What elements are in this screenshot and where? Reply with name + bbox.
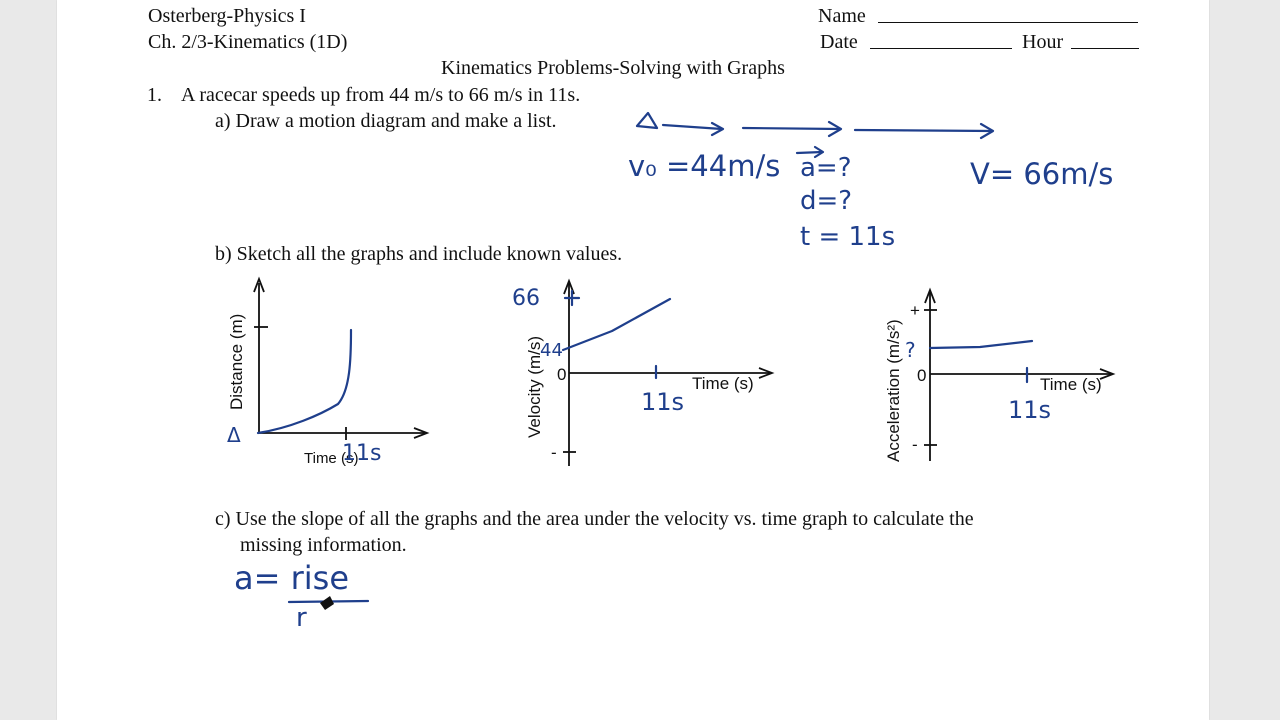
motion-arrow-1	[663, 125, 722, 129]
distance-time-graph	[227, 279, 427, 467]
velocity-line	[563, 299, 670, 350]
acceleration-plus: +	[910, 301, 920, 320]
acceleration-y-label: Acceleration (m/s²)	[884, 319, 903, 462]
hour-label: Hour	[1022, 31, 1064, 53]
acceleration-zero: 0	[917, 366, 927, 385]
part-a-prompt: a) Draw a motion diagram and make a list.	[215, 110, 557, 132]
formula-denominator: r	[296, 603, 307, 633]
acceleration-time-graph	[884, 290, 1113, 462]
velocity-66-tick	[565, 291, 579, 305]
start-marker-icon	[637, 113, 657, 128]
part-c-prompt-cont: missing information.	[240, 534, 407, 556]
distance-time-mark: 11s	[342, 441, 382, 466]
distance-origin-mark: Δ	[227, 423, 241, 447]
problem-text: A racecar speeds up from 44 m/s to 66 m/s in 11s.	[181, 84, 581, 106]
name-label: Name	[818, 5, 866, 27]
motion-arrow-3	[855, 130, 992, 131]
unit-title: Ch. 2/3-Kinematics (1D)	[148, 31, 348, 53]
date-label: Date	[820, 31, 858, 53]
acceleration-minus: -	[912, 435, 918, 454]
acceleration-time-mark: 11s	[1008, 396, 1052, 424]
distance-y-label: Distance (m)	[227, 313, 246, 410]
acceleration-x-label: Time (s)	[1040, 375, 1102, 394]
velocity-minus: -	[551, 443, 557, 462]
part-c-prompt: c) Use the slope of all the graphs and the area under the velocity vs. time graph to calculate the	[215, 508, 974, 530]
time-given-note: t = 11s	[800, 222, 896, 252]
acceleration-unknown-note: a=?	[800, 153, 852, 183]
slope-formula	[234, 559, 368, 633]
course-title: Osterberg-Physics I	[148, 5, 306, 27]
motion-diagram	[628, 113, 1113, 252]
initial-velocity-note: v₀ =44m/s	[628, 149, 781, 183]
worksheet-title: Kinematics Problems-Solving with Graphs	[441, 57, 785, 79]
acceleration-line	[930, 341, 1032, 348]
displacement-unknown-note: d=?	[800, 186, 853, 216]
distance-curve	[258, 330, 351, 433]
velocity-zero: 0	[557, 365, 567, 384]
velocity-x-label: Time (s)	[692, 374, 754, 393]
motion-arrow-2	[743, 128, 840, 129]
velocity-66-label: 66	[512, 286, 540, 311]
pen-cursor-icon	[320, 596, 334, 610]
final-velocity-note: V= 66m/s	[970, 157, 1114, 191]
velocity-y-label: Velocity (m/s)	[525, 335, 544, 438]
part-b-prompt: b) Sketch all the graphs and include known values.	[215, 243, 623, 265]
distance-axes	[259, 283, 425, 433]
distance-x-label: Time (s)	[304, 450, 359, 467]
problem-number: 1.	[147, 84, 162, 106]
acceleration-question: ?	[905, 338, 916, 362]
formula-numerator: a= rise	[234, 559, 349, 597]
velocity-time-mark: 11s	[641, 388, 685, 416]
velocity-44-label: 44	[540, 340, 563, 361]
velocity-time-graph	[512, 281, 772, 466]
